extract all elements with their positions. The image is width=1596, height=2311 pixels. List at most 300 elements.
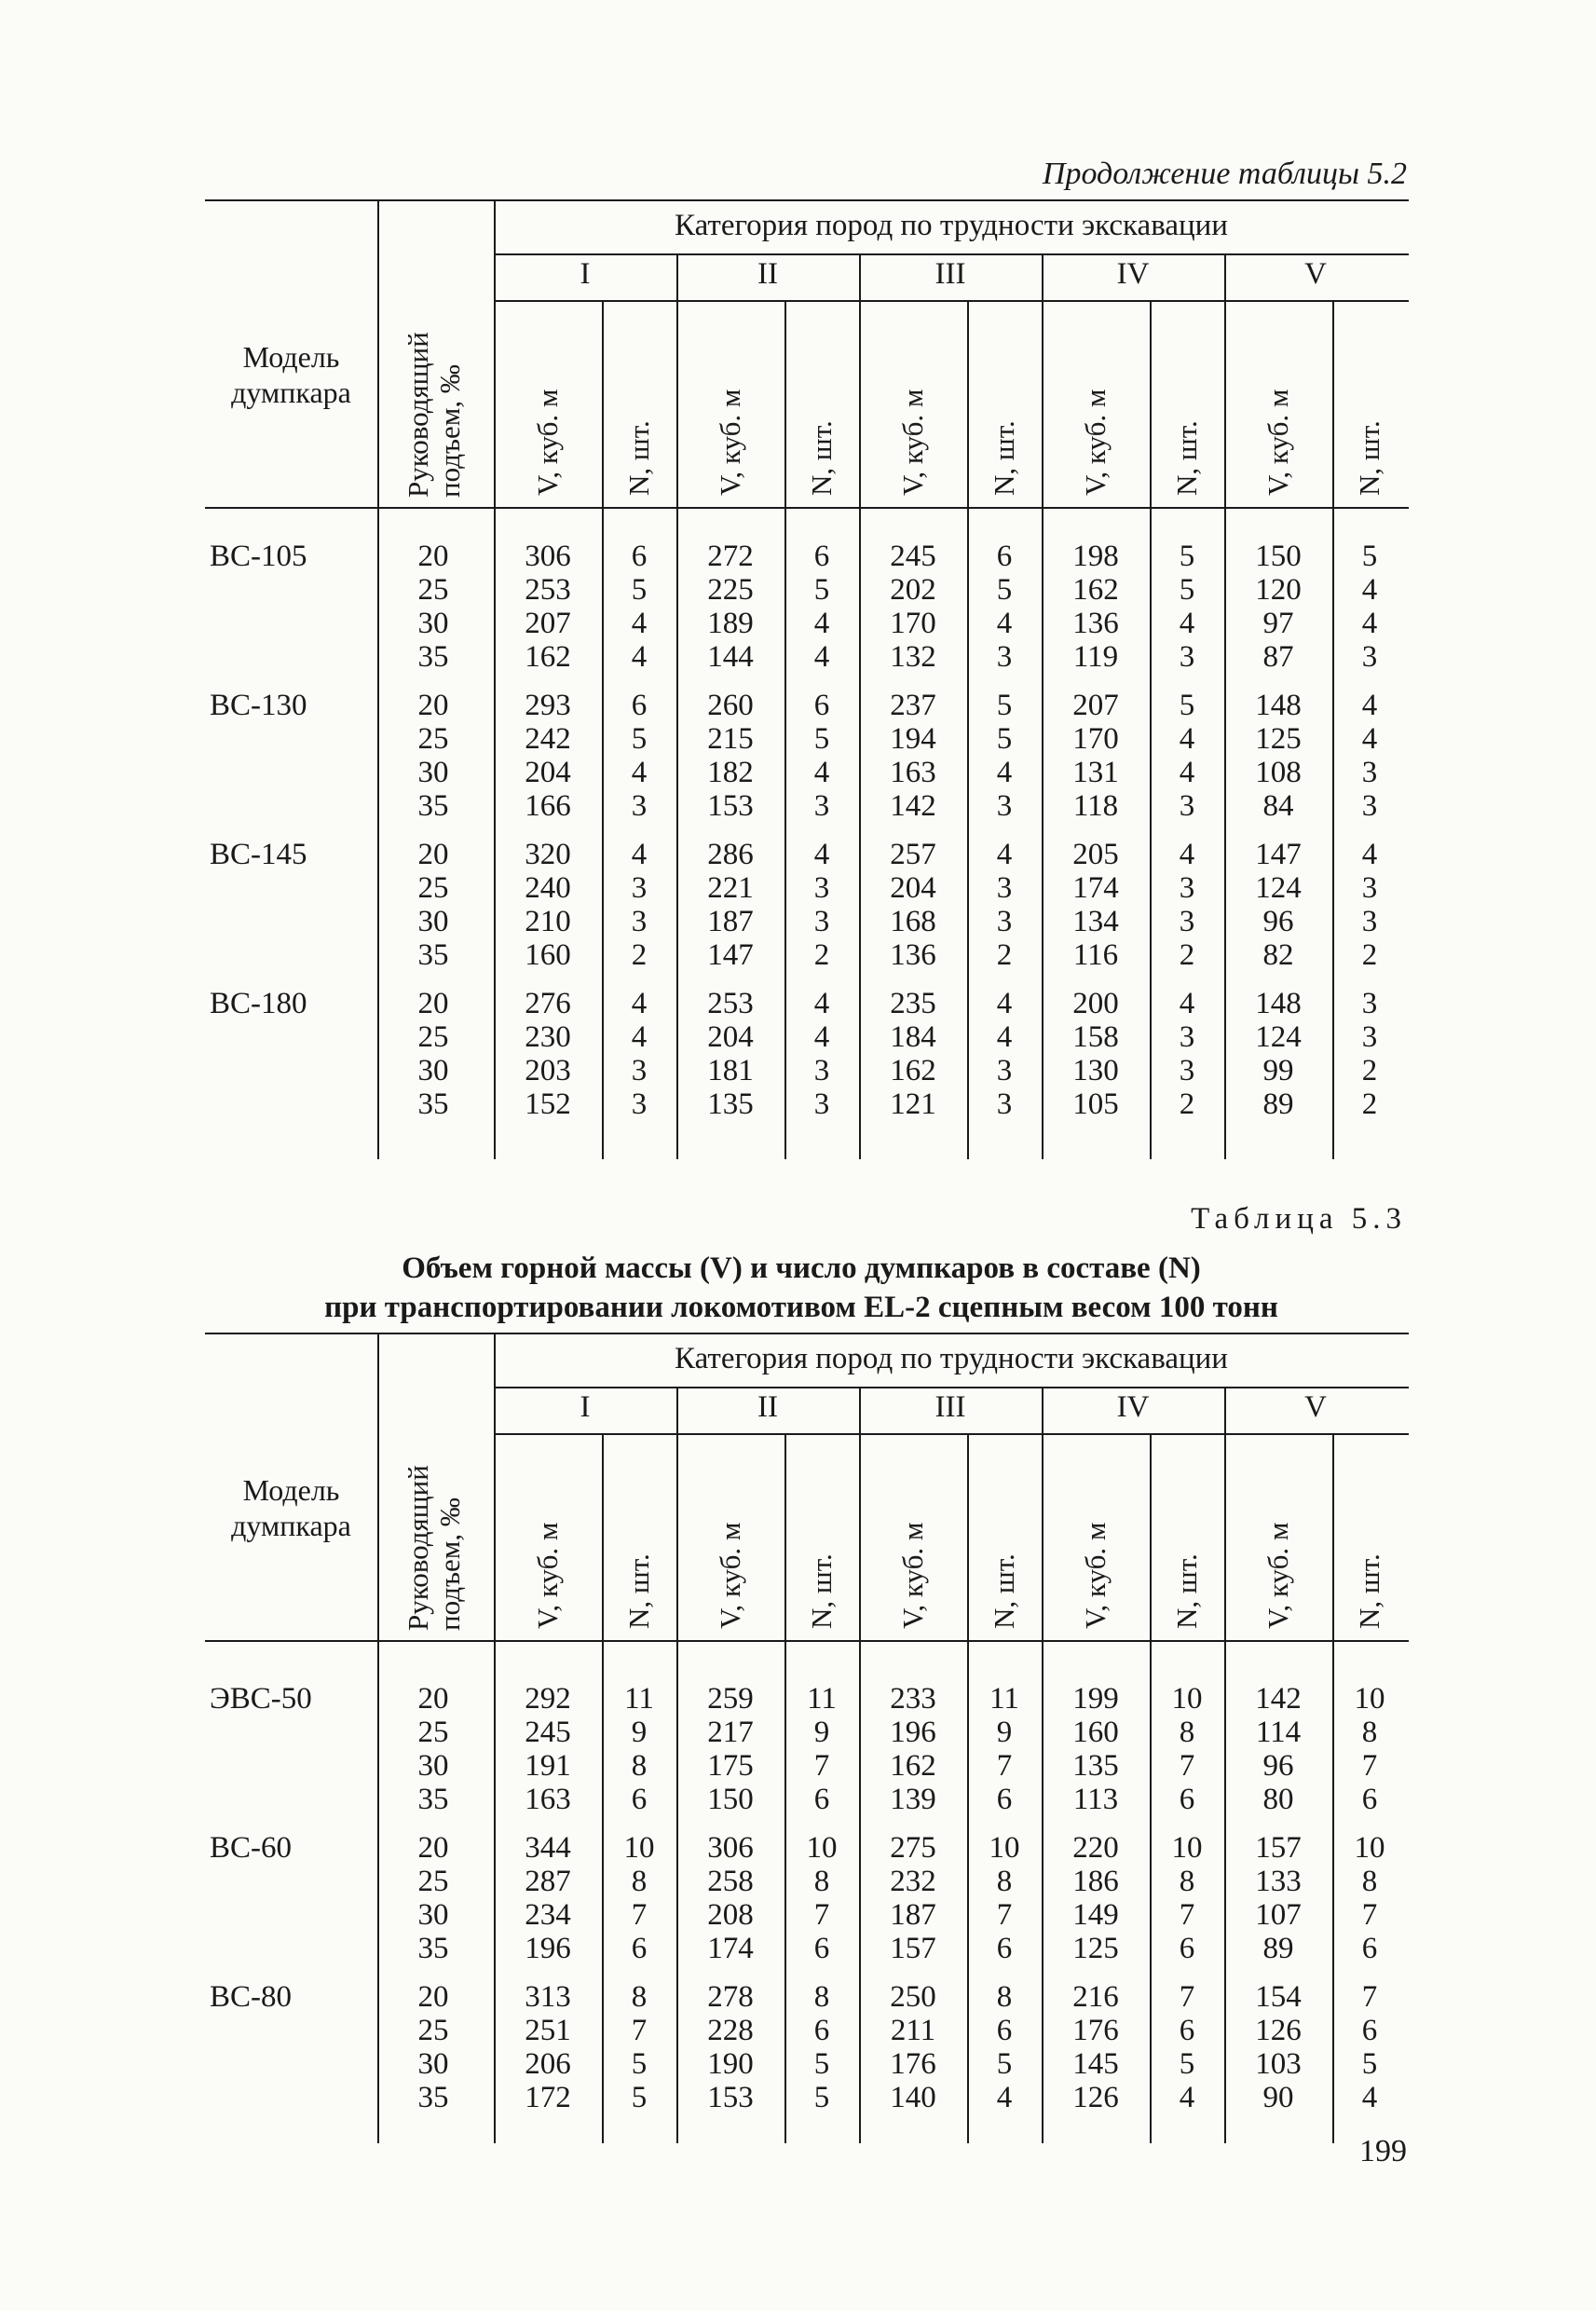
volume-value: 158 bbox=[1072, 1020, 1119, 1054]
count-values bbox=[1150, 689, 1224, 823]
count-value: 6 bbox=[631, 540, 648, 573]
volume-value: 202 bbox=[890, 573, 936, 607]
volume-value: 160 bbox=[525, 938, 571, 972]
category-roman-3: III bbox=[934, 257, 966, 291]
volume-value: 253 bbox=[525, 573, 571, 607]
grade-value: 30 bbox=[417, 756, 449, 789]
count-value: 5 bbox=[1361, 540, 1378, 573]
count-value: 8 bbox=[996, 1980, 1013, 2014]
count-values bbox=[602, 1682, 676, 1816]
count-value: 7 bbox=[1179, 1898, 1195, 1932]
volume-value: 313 bbox=[525, 1980, 571, 2014]
volume-value: 96 bbox=[1262, 905, 1294, 938]
grade-value: 35 bbox=[417, 1087, 449, 1121]
count-values bbox=[1332, 838, 1407, 972]
count-value: 5 bbox=[813, 722, 830, 756]
volume-value: 208 bbox=[707, 1898, 754, 1932]
count-values bbox=[1150, 1682, 1224, 1816]
count-value: 3 bbox=[996, 640, 1013, 674]
count-value: 7 bbox=[1179, 1980, 1195, 2014]
volume-value: 135 bbox=[1072, 1749, 1119, 1783]
volume-value: 80 bbox=[1262, 1783, 1294, 1816]
count-header: N, шт. bbox=[1353, 420, 1385, 496]
volume-value: 196 bbox=[890, 1716, 936, 1749]
count-value: 2 bbox=[631, 938, 648, 972]
count-value: 2 bbox=[1361, 1054, 1378, 1087]
count-value: 6 bbox=[1179, 1783, 1195, 1816]
grade-value: 30 bbox=[417, 1749, 449, 1783]
category-roman-3: III bbox=[934, 1390, 966, 1424]
volume-value: 142 bbox=[1255, 1682, 1302, 1716]
grade-value: 20 bbox=[417, 540, 449, 573]
volume-value: 124 bbox=[1255, 1020, 1302, 1054]
table-caption-line-2: при транспортировании локомотивом EL-2 сцепным весом 100 тонн bbox=[324, 1291, 1278, 1324]
volume-value: 344 bbox=[525, 1831, 571, 1865]
volume-value: 176 bbox=[1072, 2014, 1119, 2047]
count-value: 3 bbox=[1179, 1020, 1195, 1054]
count-values bbox=[602, 987, 676, 1121]
volume-value: 147 bbox=[1255, 838, 1302, 871]
count-values bbox=[784, 540, 859, 674]
volume-value: 84 bbox=[1262, 789, 1294, 823]
grade-value: 25 bbox=[417, 722, 449, 756]
roman-rule bbox=[494, 1433, 1409, 1435]
volume-value: 162 bbox=[890, 1054, 936, 1087]
volume-values bbox=[676, 540, 784, 674]
count-value: 10 bbox=[1171, 1682, 1203, 1716]
volume-value: 182 bbox=[707, 756, 754, 789]
grade-values bbox=[377, 689, 489, 823]
volume-value: 174 bbox=[1072, 871, 1119, 905]
category-roman-5: V bbox=[1304, 1390, 1327, 1424]
category-rule bbox=[494, 253, 1409, 255]
volume-value: 292 bbox=[525, 1682, 571, 1716]
count-value: 3 bbox=[1179, 789, 1195, 823]
volume-values bbox=[859, 540, 967, 674]
volume-value: 174 bbox=[707, 1932, 754, 1965]
volume-header: V, куб. м bbox=[1262, 389, 1294, 496]
grade-values bbox=[377, 987, 489, 1121]
grade-value: 25 bbox=[417, 1716, 449, 1749]
grade-values bbox=[377, 1980, 489, 2114]
count-value: 4 bbox=[1361, 689, 1378, 722]
volume-value: 97 bbox=[1262, 607, 1294, 640]
count-value: 4 bbox=[813, 838, 830, 871]
volume-header: V, куб. м bbox=[1079, 1522, 1112, 1629]
count-value: 3 bbox=[813, 1054, 830, 1087]
grade-value: 20 bbox=[417, 1682, 449, 1716]
table-top-rule bbox=[205, 1333, 1409, 1334]
volume-value: 199 bbox=[1072, 1682, 1119, 1716]
count-value: 8 bbox=[631, 1749, 648, 1783]
volume-values bbox=[1042, 838, 1150, 972]
count-values bbox=[1332, 1980, 1407, 2114]
volume-values bbox=[676, 987, 784, 1121]
volume-value: 131 bbox=[1072, 756, 1119, 789]
volume-value: 190 bbox=[707, 2047, 754, 2081]
count-value: 6 bbox=[1361, 1932, 1378, 1965]
volume-value: 108 bbox=[1255, 756, 1302, 789]
volume-value: 216 bbox=[1072, 1980, 1119, 2014]
count-value: 3 bbox=[813, 871, 830, 905]
volume-values bbox=[1224, 540, 1332, 674]
volume-value: 257 bbox=[890, 838, 936, 871]
count-value: 4 bbox=[1361, 573, 1378, 607]
count-value: 2 bbox=[1179, 1087, 1195, 1121]
volume-values bbox=[1042, 689, 1150, 823]
count-value: 4 bbox=[813, 1020, 830, 1054]
count-value: 4 bbox=[1179, 2081, 1195, 2114]
volume-values bbox=[494, 689, 602, 823]
volume-value: 204 bbox=[525, 756, 571, 789]
grade-value: 20 bbox=[417, 838, 449, 871]
volume-value: 221 bbox=[707, 871, 754, 905]
table-top-rule bbox=[205, 199, 1409, 201]
volume-values bbox=[1224, 987, 1332, 1121]
volume-value: 200 bbox=[1072, 987, 1119, 1020]
count-values bbox=[1150, 838, 1224, 972]
grade-values bbox=[377, 1682, 489, 1816]
count-header: N, шт. bbox=[1353, 1553, 1385, 1629]
volume-values bbox=[676, 838, 784, 972]
count-value: 7 bbox=[1361, 1980, 1378, 2014]
volume-value: 150 bbox=[1255, 540, 1302, 573]
volume-value: 103 bbox=[1255, 2047, 1302, 2081]
volume-value: 198 bbox=[1072, 540, 1119, 573]
volume-value: 250 bbox=[890, 1980, 936, 2014]
category-roman-4: IV bbox=[1116, 257, 1150, 291]
count-value: 3 bbox=[631, 1087, 648, 1121]
volume-value: 194 bbox=[890, 722, 936, 756]
count-value: 7 bbox=[631, 1898, 648, 1932]
count-value: 4 bbox=[996, 607, 1013, 640]
header-bottom-rule bbox=[205, 1640, 1409, 1642]
count-value: 5 bbox=[996, 689, 1013, 722]
volume-value: 153 bbox=[707, 2081, 754, 2114]
volume-values bbox=[494, 1682, 602, 1816]
count-value: 3 bbox=[631, 905, 648, 938]
volume-value: 126 bbox=[1255, 2014, 1302, 2047]
count-value: 6 bbox=[813, 689, 830, 722]
volume-value: 251 bbox=[525, 2014, 571, 2047]
volume-value: 113 bbox=[1072, 1783, 1119, 1816]
volume-value: 133 bbox=[1255, 1865, 1302, 1898]
count-value: 3 bbox=[1361, 789, 1378, 823]
grade-values bbox=[377, 540, 489, 674]
count-value: 9 bbox=[813, 1716, 830, 1749]
count-value: 6 bbox=[813, 540, 830, 573]
volume-values bbox=[676, 1682, 784, 1816]
count-values bbox=[784, 1682, 859, 1816]
volume-value: 90 bbox=[1262, 2081, 1294, 2114]
volume-value: 144 bbox=[707, 640, 754, 674]
volume-value: 170 bbox=[1072, 722, 1119, 756]
volume-value: 96 bbox=[1262, 1749, 1294, 1783]
volume-value: 189 bbox=[707, 607, 754, 640]
count-header: N, шт. bbox=[1170, 420, 1203, 496]
grade-value: 35 bbox=[417, 1932, 449, 1965]
count-value: 10 bbox=[1171, 1831, 1203, 1865]
count-values bbox=[784, 689, 859, 823]
model-header: Модель думпкара bbox=[231, 340, 351, 409]
volume-value: 145 bbox=[1072, 2047, 1119, 2081]
category-header: Категория пород по трудности экскавации bbox=[675, 1342, 1228, 1375]
count-value: 7 bbox=[813, 1898, 830, 1932]
count-values bbox=[602, 1980, 676, 2114]
grade-value: 30 bbox=[417, 2047, 449, 2081]
volume-value: 148 bbox=[1255, 987, 1302, 1020]
count-value: 3 bbox=[1361, 640, 1378, 674]
volume-value: 272 bbox=[707, 540, 754, 573]
volume-value: 245 bbox=[525, 1716, 571, 1749]
count-values bbox=[784, 1980, 859, 2114]
volume-value: 139 bbox=[890, 1783, 936, 1816]
count-value: 8 bbox=[1361, 1716, 1378, 1749]
count-value: 4 bbox=[1179, 838, 1195, 871]
count-value: 5 bbox=[1179, 689, 1195, 722]
count-value: 6 bbox=[813, 2014, 830, 2047]
volume-values bbox=[859, 1682, 967, 1816]
volume-values bbox=[494, 838, 602, 972]
volume-value: 293 bbox=[525, 689, 571, 722]
volume-value: 181 bbox=[707, 1054, 754, 1087]
count-value: 3 bbox=[813, 789, 830, 823]
count-value: 11 bbox=[807, 1682, 837, 1716]
count-value: 6 bbox=[1361, 2014, 1378, 2047]
count-header: N, шт. bbox=[805, 420, 838, 496]
volume-value: 116 bbox=[1072, 938, 1119, 972]
model-name: ВС-180 bbox=[210, 987, 307, 1020]
grade-value: 35 bbox=[417, 640, 449, 674]
count-value: 6 bbox=[1361, 1783, 1378, 1816]
grade-value: 20 bbox=[417, 689, 449, 722]
model-name: ВС-80 bbox=[210, 1980, 293, 2014]
volume-value: 225 bbox=[707, 573, 754, 607]
count-value: 9 bbox=[996, 1716, 1013, 1749]
count-value: 7 bbox=[1361, 1898, 1378, 1932]
count-values bbox=[784, 838, 859, 972]
volume-value: 162 bbox=[525, 640, 571, 674]
count-header: N, шт. bbox=[805, 1553, 838, 1629]
volume-value: 207 bbox=[1072, 689, 1119, 722]
category-roman-1: I bbox=[580, 1390, 591, 1424]
count-values bbox=[967, 540, 1042, 674]
count-value: 2 bbox=[1361, 938, 1378, 972]
volume-values bbox=[494, 1980, 602, 2114]
model-name: ВС-130 bbox=[210, 689, 307, 722]
volume-value: 114 bbox=[1255, 1716, 1302, 1749]
count-value: 4 bbox=[996, 1020, 1013, 1054]
grade-value: 20 bbox=[417, 1980, 449, 2014]
volume-value: 245 bbox=[890, 540, 936, 573]
volume-values bbox=[676, 689, 784, 823]
volume-value: 87 bbox=[1262, 640, 1294, 674]
table-caption-line-1: Объем горной массы (V) и число думпкаров в составе (N) bbox=[402, 1251, 1201, 1285]
volume-value: 135 bbox=[707, 1087, 754, 1121]
volume-value: 163 bbox=[890, 756, 936, 789]
count-value: 4 bbox=[1361, 722, 1378, 756]
page-number: 199 bbox=[1359, 2134, 1407, 2168]
grade-value: 35 bbox=[417, 789, 449, 823]
count-value: 8 bbox=[1179, 1865, 1195, 1898]
volume-value: 204 bbox=[890, 871, 936, 905]
count-value: 3 bbox=[1361, 1020, 1378, 1054]
count-header: N, шт. bbox=[1170, 1553, 1203, 1629]
count-value: 3 bbox=[1179, 1054, 1195, 1087]
count-value: 8 bbox=[631, 1865, 648, 1898]
count-value: 5 bbox=[631, 2081, 648, 2114]
count-value: 2 bbox=[996, 938, 1013, 972]
count-values bbox=[602, 689, 676, 823]
count-value: 5 bbox=[1179, 2047, 1195, 2081]
grade-value: 35 bbox=[417, 2081, 449, 2114]
volume-value: 234 bbox=[525, 1898, 571, 1932]
count-values bbox=[602, 540, 676, 674]
volume-value: 205 bbox=[1072, 838, 1119, 871]
count-values bbox=[1150, 540, 1224, 674]
volume-value: 130 bbox=[1072, 1054, 1119, 1087]
count-value: 7 bbox=[813, 1749, 830, 1783]
volume-value: 207 bbox=[525, 607, 571, 640]
volume-value: 154 bbox=[1255, 1980, 1302, 2014]
volume-header: V, куб. м bbox=[896, 389, 929, 496]
volume-header: V, куб. м bbox=[531, 1522, 564, 1629]
volume-values bbox=[859, 987, 967, 1121]
count-value: 5 bbox=[1179, 573, 1195, 607]
model-name: ВС-105 bbox=[210, 540, 307, 573]
volume-values bbox=[1042, 987, 1150, 1121]
count-value: 10 bbox=[1354, 1831, 1385, 1865]
count-value: 3 bbox=[996, 1087, 1013, 1121]
category-roman-5: V bbox=[1304, 257, 1327, 291]
volume-value: 175 bbox=[707, 1749, 754, 1783]
count-values bbox=[1332, 1831, 1407, 1965]
count-values bbox=[967, 987, 1042, 1121]
count-value: 6 bbox=[996, 540, 1013, 573]
count-value: 6 bbox=[1179, 2014, 1195, 2047]
count-value: 6 bbox=[996, 1783, 1013, 1816]
volume-value: 82 bbox=[1262, 938, 1294, 972]
count-value: 10 bbox=[806, 1831, 838, 1865]
count-values bbox=[1150, 1980, 1224, 2114]
count-value: 4 bbox=[996, 2081, 1013, 2114]
count-value: 8 bbox=[1179, 1716, 1195, 1749]
count-value: 9 bbox=[631, 1716, 648, 1749]
count-values bbox=[784, 1831, 859, 1965]
table-5-3 bbox=[205, 1333, 1409, 2143]
roman-rule bbox=[494, 300, 1409, 302]
count-value: 3 bbox=[996, 871, 1013, 905]
volume-value: 235 bbox=[890, 987, 936, 1020]
volume-values bbox=[494, 1831, 602, 1965]
volume-header: V, куб. м bbox=[714, 1522, 746, 1629]
count-value: 4 bbox=[631, 756, 648, 789]
count-value: 2 bbox=[1361, 1087, 1378, 1121]
grade-value: 20 bbox=[417, 987, 449, 1020]
volume-value: 172 bbox=[525, 2081, 571, 2114]
volume-value: 215 bbox=[707, 722, 754, 756]
volume-value: 186 bbox=[1072, 1865, 1119, 1898]
count-value: 3 bbox=[1361, 756, 1378, 789]
volume-header: V, куб. м bbox=[531, 389, 564, 496]
count-values bbox=[602, 838, 676, 972]
count-value: 8 bbox=[813, 1980, 830, 2014]
volume-value: 142 bbox=[890, 789, 936, 823]
volume-value: 152 bbox=[525, 1087, 571, 1121]
volume-value: 147 bbox=[707, 938, 754, 972]
count-value: 8 bbox=[631, 1980, 648, 2014]
volume-header: V, куб. м bbox=[714, 389, 746, 496]
volume-value: 99 bbox=[1262, 1054, 1294, 1087]
volume-values bbox=[494, 987, 602, 1121]
volume-value: 149 bbox=[1072, 1898, 1119, 1932]
volume-value: 89 bbox=[1262, 1932, 1294, 1965]
count-value: 4 bbox=[813, 987, 830, 1020]
volume-value: 121 bbox=[890, 1087, 936, 1121]
volume-values bbox=[676, 1980, 784, 2114]
grade-value: 30 bbox=[417, 905, 449, 938]
grade-values bbox=[377, 1831, 489, 1965]
count-value: 5 bbox=[813, 573, 830, 607]
count-header: N, шт. bbox=[622, 1553, 655, 1629]
count-value: 3 bbox=[813, 1087, 830, 1121]
volume-values bbox=[1042, 540, 1150, 674]
volume-value: 228 bbox=[707, 2014, 754, 2047]
grade-value: 25 bbox=[417, 871, 449, 905]
volume-value: 118 bbox=[1072, 789, 1119, 823]
count-value: 10 bbox=[623, 1831, 655, 1865]
grade-header: Руководящий подъем, ‰ bbox=[402, 1465, 466, 1631]
count-value: 4 bbox=[631, 838, 648, 871]
count-header: N, шт. bbox=[622, 420, 655, 496]
count-value: 4 bbox=[1179, 987, 1195, 1020]
grade-value: 35 bbox=[417, 1783, 449, 1816]
continuation-title: Продолжение таблицы 5.2 bbox=[1042, 157, 1407, 191]
count-value: 4 bbox=[813, 607, 830, 640]
count-value: 5 bbox=[996, 722, 1013, 756]
volume-value: 184 bbox=[890, 1020, 936, 1054]
grade-value: 30 bbox=[417, 607, 449, 640]
count-value: 3 bbox=[631, 789, 648, 823]
volume-values bbox=[1224, 689, 1332, 823]
volume-value: 306 bbox=[707, 1831, 754, 1865]
volume-value: 119 bbox=[1072, 640, 1119, 674]
grade-value: 25 bbox=[417, 1020, 449, 1054]
count-value: 4 bbox=[813, 640, 830, 674]
volume-value: 134 bbox=[1072, 905, 1119, 938]
volume-value: 176 bbox=[890, 2047, 936, 2081]
volume-value: 278 bbox=[707, 1980, 754, 2014]
count-value: 11 bbox=[624, 1682, 654, 1716]
count-values bbox=[967, 689, 1042, 823]
count-value: 3 bbox=[1361, 905, 1378, 938]
count-value: 5 bbox=[631, 2047, 648, 2081]
volume-values bbox=[859, 1980, 967, 2114]
volume-value: 306 bbox=[525, 540, 571, 573]
count-value: 4 bbox=[631, 987, 648, 1020]
count-value: 8 bbox=[996, 1865, 1013, 1898]
count-value: 3 bbox=[631, 1054, 648, 1087]
volume-value: 126 bbox=[1072, 2081, 1119, 2114]
grade-value: 25 bbox=[417, 573, 449, 607]
model-name: ВС-60 bbox=[210, 1831, 293, 1865]
count-value: 6 bbox=[813, 1932, 830, 1965]
count-value: 3 bbox=[996, 1054, 1013, 1087]
count-value: 4 bbox=[813, 756, 830, 789]
count-value: 5 bbox=[813, 2081, 830, 2114]
volume-value: 320 bbox=[525, 838, 571, 871]
count-value: 4 bbox=[1361, 838, 1378, 871]
